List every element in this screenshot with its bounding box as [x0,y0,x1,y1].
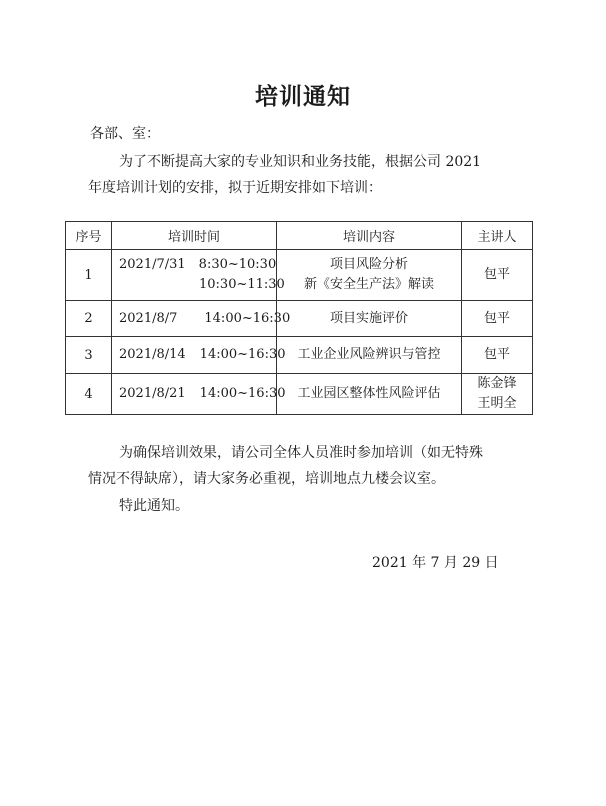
speaker-name: 包平 [483,310,510,326]
table-header-row [66,222,533,250]
notice-date: 2021 年 7 月 29 日 [372,555,499,571]
row-time [112,301,291,337]
row-content-item: 工业园区整体性风险评估 [297,386,441,401]
row-content [277,301,462,337]
salutation: 各部、室： [90,126,160,142]
row-speaker [462,301,533,337]
row-index: 3 [66,337,112,374]
closing-line-1: 为确保培训效果，请公司全体人员准时参加培训（如无特殊 [119,445,483,461]
row-speaker [462,250,533,301]
row-speaker [462,337,533,374]
table-row [66,301,533,337]
speaker-name: 包平 [483,347,510,362]
row-content-item: 项目风险分析 [329,257,408,272]
notice-title: 培训通知 [255,84,351,110]
speaker-name: 包平 [483,267,510,282]
intro-line-1: 为了不断提高大家的专业知识和业务技能，根据公司 2021 [119,154,482,170]
row-content [277,374,462,415]
closing-line-2: 情况不得缺席），请大家务必重视，培训地点九楼会议室。 [88,471,445,487]
header-time: 培训时间 [112,222,277,250]
row-time-slot: 14:00~16:30 [199,347,286,362]
row-time [112,337,286,374]
row-time-slot: 10:30~11:30 [199,277,285,292]
row-index: 4 [66,374,112,415]
closing-line-3: 特此通知。 [119,498,189,514]
table-row [66,337,533,374]
training-schedule-table [65,221,533,415]
row-time [112,250,285,301]
header-index: 序号 [66,222,112,250]
row-time-slot: 14:00~16:30 [204,310,291,326]
row-time-slot: 14:00~16:30 [199,386,286,401]
intro-line-2: 年度培训计划的安排，拟于近期安排如下培训： [88,180,382,196]
row-content-item: 项目实施评价 [329,310,408,326]
row-speaker [462,374,533,415]
table-row [66,374,533,415]
row-index: 2 [66,301,112,337]
table-row [66,250,533,301]
row-time [112,374,286,415]
row-content-item: 工业企业风险辨识与管控 [297,347,441,362]
row-content [277,250,462,301]
speaker-name: 陈金锋 [477,376,517,391]
row-date: 2021/8/21 [119,386,186,401]
row-time-slot: 8:30~10:30 [198,257,277,272]
row-content-item: 新《安全生产法》解读 [303,277,434,292]
row-content [277,337,462,374]
header-content: 培训内容 [277,222,462,250]
header-speaker: 主讲人 [462,222,533,250]
row-date: 2021/8/7 [119,310,178,326]
row-date: 2021/8/14 [119,347,186,362]
speaker-name: 王明全 [477,396,517,411]
row-index: 1 [66,250,112,301]
row-date: 2021/7/31 [119,257,186,272]
